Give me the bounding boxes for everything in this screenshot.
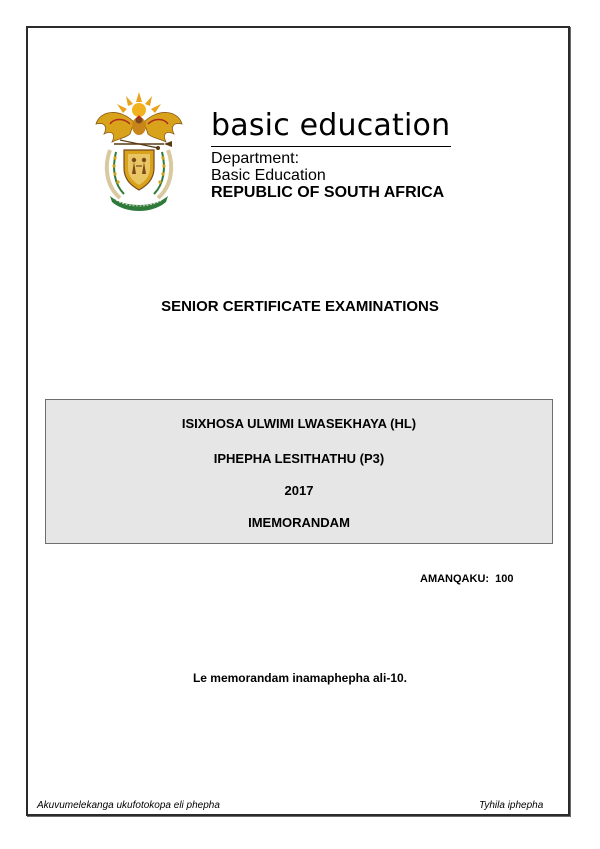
page-count-note: Le memorandam inamaphepha ali-10.: [192, 671, 408, 685]
paper-number: IPHEPHA LESITHATHU (P3): [213, 451, 385, 466]
turn-over-note: Tyhila iphepha: [479, 800, 544, 811]
spear-icon: [114, 140, 172, 150]
document-type: IMEMORANDAM: [248, 515, 350, 530]
exam-year: 2017: [284, 483, 314, 498]
sun-icon: [117, 92, 161, 117]
shield-icon: [124, 150, 154, 190]
secretary-bird-icon: [132, 115, 146, 135]
coat-of-arms-icon: [90, 88, 188, 214]
brand-title: basic education: [211, 108, 451, 143]
marks-label: AMANQAKU:: [420, 573, 490, 585]
copy-warning: Akuvumelekanga ukufotokopa eli phepha: [37, 800, 220, 811]
marks-total: [420, 573, 514, 585]
subject-box: [45, 399, 553, 544]
marks-value: 100: [495, 573, 514, 585]
department-label: Department:: [211, 150, 300, 167]
republic-label: REPUBLIC OF SOUTH AFRICA: [211, 184, 445, 201]
brand-underline: [211, 146, 451, 147]
department-name: Basic Education: [211, 167, 326, 184]
exam-heading: SENIOR CERTIFICATE EXAMINATIONS: [161, 298, 439, 315]
subject-title: ISIXHOSA ULWIMI LWASEKHAYA (HL): [181, 416, 417, 431]
